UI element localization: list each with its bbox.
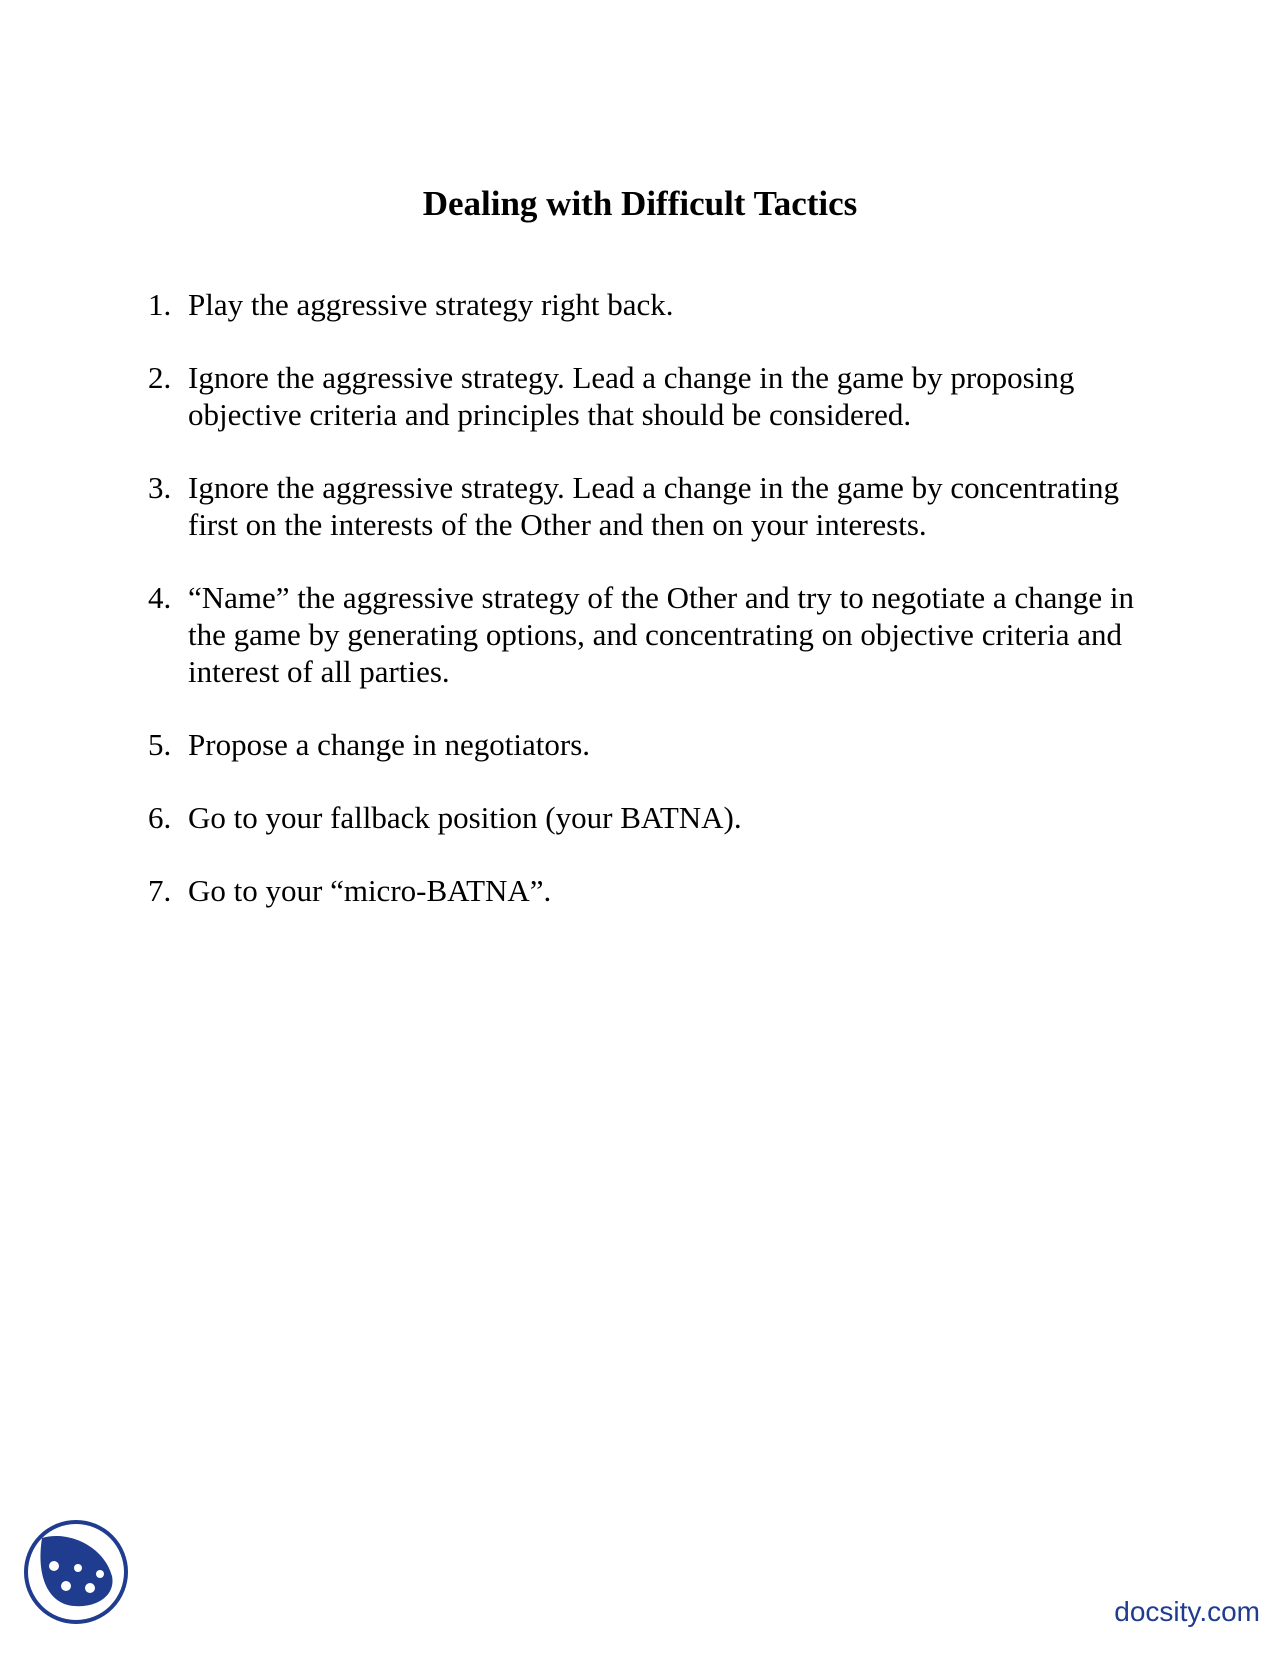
list-item-text: “Name” the aggressive strategy of the Other and try to negotiate a change in the game by generating options, and concentrating on objective criteria and interest of all parties. <box>188 580 1134 689</box>
list-item-number: 2. <box>148 360 172 395</box>
list-item-number: 4. <box>148 580 172 615</box>
list-item <box>148 799 1168 836</box>
list-item <box>148 872 1168 909</box>
list-item <box>148 469 1168 543</box>
docsity-brand-link[interactable]: docsity.com <box>1114 1596 1260 1627</box>
list-item-number: 3. <box>148 470 172 505</box>
list-item-text: Go to your “micro-BATNA”. <box>188 873 552 908</box>
list-item-number: 5. <box>148 727 172 762</box>
list-item <box>148 726 1168 763</box>
tactics-list <box>148 286 1168 945</box>
list-item-number: 6. <box>148 800 172 835</box>
list-item-text: Ignore the aggressive strategy. Lead a change in the game by concentrating first on the interests of the Other and then on your interests. <box>188 470 1120 542</box>
page-title: Dealing with Difficult Tactics <box>422 184 858 223</box>
list-item-number: 7. <box>148 873 172 908</box>
list-item <box>148 579 1168 690</box>
list-item-text: Go to your fallback position (your BATNA). <box>188 800 742 835</box>
list-item <box>148 359 1168 433</box>
list-item-text: Propose a change in negotiators. <box>188 727 591 762</box>
list-item-text: Play the aggressive strategy right back. <box>188 287 674 322</box>
list-item-number: 1. <box>148 287 172 322</box>
list-item-text: Ignore the aggressive strategy. Lead a change in the game by proposing objective criteria and principles that should be considered. <box>188 360 1075 432</box>
list-item <box>148 286 1168 323</box>
docsity-logo-icon[interactable] <box>22 1516 130 1628</box>
